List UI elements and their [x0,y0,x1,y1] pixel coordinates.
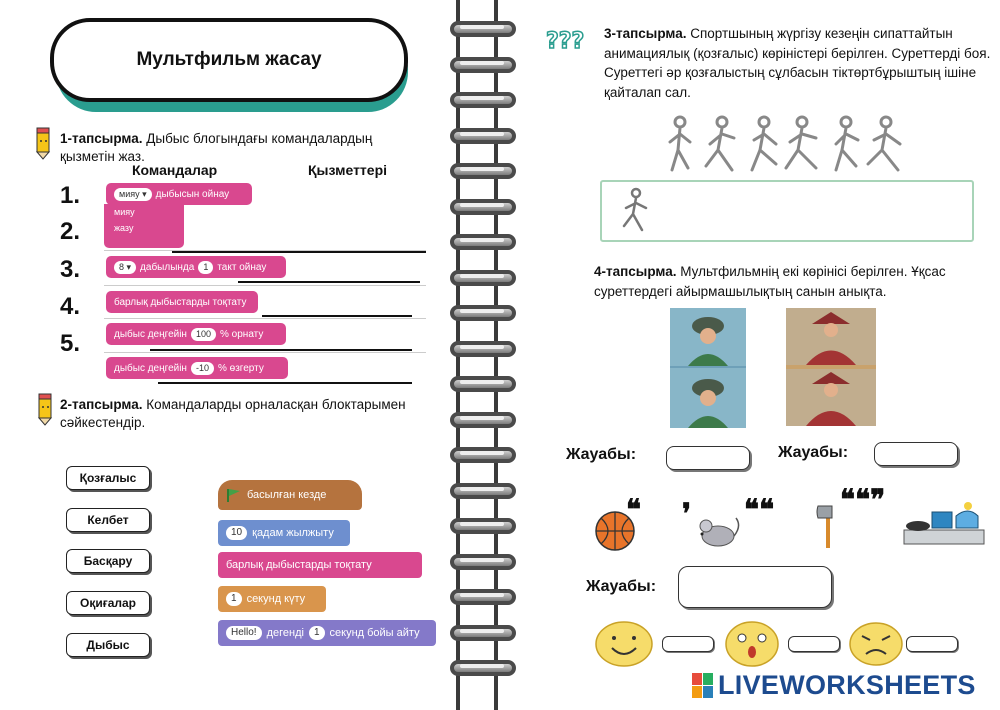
seconds-slot: 1 [226,592,242,606]
stop-all-sounds-block[interactable] [218,552,422,578]
scene-b-image [786,308,876,426]
task3-label: 3-тапсырма. [604,26,687,41]
scene-a-image [670,308,746,428]
change-volume-block [106,357,288,379]
answer-label: Жауабы: [778,444,849,461]
scene-a-drawing [670,308,746,428]
answer-line[interactable] [150,349,412,351]
row-divider [104,318,426,319]
stop-all-sounds-block [106,291,258,313]
block-text: дабылында [140,261,195,273]
brand-logo [692,670,976,701]
question-marks-icon [546,24,598,54]
answer-input-2[interactable] [874,442,958,466]
quote-mark: ❝ [626,493,642,526]
left-page [0,0,470,710]
answer-line[interactable] [238,281,420,283]
row-number: 5. [60,330,81,357]
task4-instruction [594,262,1000,301]
block-text: секунд бойы айту [329,627,420,639]
message-slot: Hello! [226,626,262,640]
steps-slot: 10 [226,526,247,540]
sound-dropdown-menu [104,204,184,248]
emotion-input-3[interactable] [906,636,958,652]
brand-text: LIVEWORKSHEETS [718,670,976,700]
page-title: Мультфильм жасау [136,49,322,70]
block-text: секунд күту [246,593,306,605]
set-volume-block [106,323,286,345]
drum-slot: 8 ▾ [114,261,136,274]
quote-mark: ❝❝ [744,493,775,526]
task2-instruction [60,396,455,432]
kitchen-stove-icon [898,498,986,546]
task4-label: 4-тапсырма. [594,264,677,279]
quote-mark: ❝❝❞ [840,483,886,516]
answer-input-3[interactable] [678,566,832,608]
functions-heading: Қызметтері [308,162,388,178]
task3-text: Спортшының жүргізу кезеңін сипаттайтын анимациялық (қозғалыс) көріністері берілген. Суреттерді боя. Суреттегі әр қозғалыстың сұлбасын тіктөртбұрыштың ішіне қайталап сал. [604,26,991,100]
sound-dropdown: мияу ▾ [114,188,152,201]
volume-slot: -10 [191,362,214,375]
play-sound-block [106,183,252,205]
emotion-input-1[interactable] [662,636,714,652]
category-looks[interactable]: Келбет [66,508,150,532]
block-text: дегенді [266,627,304,639]
quote-mark: ❜ [682,497,692,530]
task2-text: Командаларды орналасқан блоктарымен сәйкестендір. [60,397,406,430]
mouse-icon [696,512,742,550]
row-divider [104,285,426,286]
block-text: барлық дыбыстарды тоқтату [226,559,372,571]
menu-item: жазу [114,223,134,233]
answer-line[interactable] [262,315,412,317]
smiling-face-icon [594,620,654,668]
say-for-seconds-block[interactable] [218,620,436,646]
when-flag-clicked-block[interactable] [218,480,362,510]
right-page [498,0,1000,710]
drawing-area[interactable] [600,180,974,242]
menu-item: мияу [114,207,135,217]
scene-b-drawing [786,308,876,426]
row-number: 2. [60,218,81,245]
row-number: 4. [60,293,81,320]
block-text: дыбысын ойнау [155,188,230,200]
svg-text:???: ??? [546,29,585,54]
row-divider [104,352,426,353]
block-text: қадам жылжыту [252,527,334,539]
answer-line[interactable] [172,251,426,253]
axe-icon [816,502,840,548]
runner-sequence-image [656,112,916,184]
volume-slot: 100 [191,328,216,341]
wait-seconds-block[interactable] [218,586,326,612]
commands-heading: Командалар [132,162,218,178]
task2-label: 2-тапсырма. [60,397,143,412]
worried-face-icon [848,620,904,666]
runner-sample-icon [620,186,650,238]
task1-label: 1-тапсырма. [60,131,143,146]
task3-instruction [604,24,1000,102]
title-banner [50,18,408,102]
pencil-icon [34,392,56,426]
block-text: барлық дыбыстарды тоқтату [114,296,247,308]
green-flag-icon [226,488,242,502]
block-text: % өзгерту [217,362,264,374]
answer-label: Жауабы: [566,446,637,463]
block-text: дыбыс деңгейін [114,328,187,340]
block-text: басылған кезде [247,489,327,501]
beats-slot: 1 [198,261,213,274]
answer-label: Жауабы: [586,578,657,595]
liveworksheets-logo-icon [692,673,714,699]
answer-line[interactable] [158,382,412,384]
task1-text: Дыбыс блогындағы командалардың қызметін жаз. [60,131,373,164]
task1-instruction [60,130,430,166]
pencil-icon [32,126,54,160]
seconds-slot: 1 [309,626,325,640]
play-drum-block [106,256,286,278]
surprised-face-icon [724,618,780,668]
category-control[interactable]: Басқару [66,549,150,573]
category-sound[interactable]: Дыбыс [66,633,150,657]
category-events[interactable]: Оқиғалар [66,591,150,615]
task4-text: Мультфильмнің екі көрінісі берілген. Ұқсас суреттердегі айырмашылықтың санын анықта. [594,264,946,299]
emotion-input-2[interactable] [788,636,840,652]
move-steps-block[interactable] [218,520,350,546]
row-number: 3. [60,256,81,283]
answer-input-1[interactable] [666,446,750,470]
row-number: 1. [60,182,81,209]
category-motion[interactable]: Қозғалыс [66,466,150,490]
block-text: дыбыс деңгейін [114,362,187,374]
block-text: такт ойнау [217,261,267,273]
block-text: % орнату [220,328,264,340]
